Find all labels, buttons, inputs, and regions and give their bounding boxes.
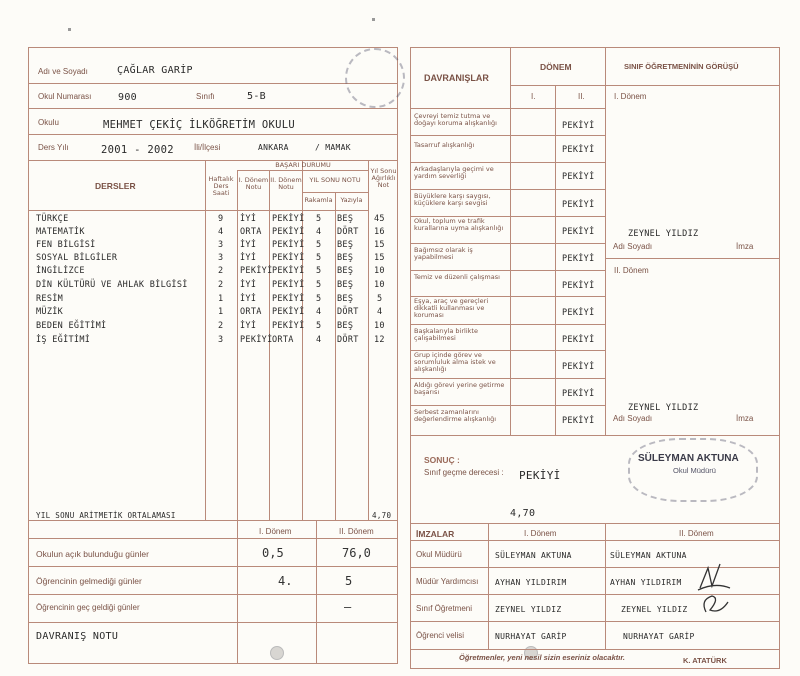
behavior-grade: PEKİYİ bbox=[562, 281, 595, 291]
course-word: BEŞ bbox=[337, 253, 354, 263]
behavior-label: Büyüklere karşı saygısı, küçüklere karşı sevgisi bbox=[414, 192, 491, 207]
signature-term2-header: II. Dönem bbox=[679, 529, 714, 538]
course-term1: İYİ bbox=[240, 321, 257, 331]
teacher-name-term2: ZEYNEL YILDIZ bbox=[628, 403, 699, 413]
course-name: İŞ EĞİTİMİ bbox=[36, 335, 91, 345]
course-name: TÜRKÇE bbox=[36, 214, 69, 224]
signature-role: Müdür Yardımcısı bbox=[416, 577, 479, 586]
course-term1: İYİ bbox=[240, 214, 257, 224]
course-term1: İYİ bbox=[240, 280, 257, 290]
signature-term2: ZEYNEL YILDIZ bbox=[621, 605, 688, 614]
course-hours: 1 bbox=[218, 307, 224, 317]
course-hours: 9 bbox=[218, 214, 224, 224]
signature-term2: SÜLEYMAN AKTUNA bbox=[610, 551, 687, 560]
course-hours: 2 bbox=[218, 266, 224, 276]
weekly-hours-header: Haftalık Ders Saati bbox=[208, 175, 234, 197]
name-label: Adı ve Soyadı bbox=[38, 67, 88, 76]
signature-term2: AYHAN YILDIRIM bbox=[610, 578, 682, 587]
course-credit: 10 bbox=[374, 280, 385, 290]
course-credit: 15 bbox=[374, 240, 385, 250]
behavior-grade: PEKİYİ bbox=[562, 308, 595, 318]
principal-stamp-name: SÜLEYMAN AKTUNA bbox=[638, 453, 739, 464]
behaviors-header: DAVRANIŞLAR bbox=[424, 73, 489, 83]
absent-days-term2: 5 bbox=[345, 574, 353, 588]
behavior-grade: PEKİYİ bbox=[562, 389, 595, 399]
signature-term1-header: I. Dönem bbox=[524, 529, 557, 538]
name-label-term2: Adı Soyadı bbox=[613, 414, 653, 423]
behavior-label: Grup içinde görev ve sorumluluk alma istek ve alışkanlığı bbox=[414, 351, 496, 373]
sign-label-term2: İmza bbox=[736, 414, 754, 423]
course-hours: 2 bbox=[218, 280, 224, 290]
opinion-term1: I. Dönem bbox=[614, 92, 647, 101]
footer-author: K. ATATÜRK bbox=[683, 656, 727, 665]
course-credit: 12 bbox=[374, 335, 385, 345]
left-page-border bbox=[28, 47, 398, 664]
course-word: BEŞ bbox=[337, 321, 354, 331]
course-word: DÖRT bbox=[337, 335, 359, 345]
open-days-label: Okulun açık bulunduğu günler bbox=[36, 549, 149, 559]
course-word: DÖRT bbox=[337, 227, 359, 237]
behavior-note-label: DAVRANIŞ NOTU bbox=[36, 631, 119, 642]
year-label: Ders Yılı bbox=[38, 143, 69, 152]
student-class: 5-B bbox=[247, 91, 266, 102]
course-name: SOSYAL BİLGİLER bbox=[36, 253, 118, 263]
term2-grade-header: II. Dönem Notu bbox=[270, 176, 302, 191]
signature-term1: SÜLEYMAN AKTUNA bbox=[495, 551, 572, 560]
course-term1: PEKİYİ bbox=[240, 266, 273, 276]
province-label: İli/İlçesi bbox=[194, 143, 221, 152]
course-credit: 4 bbox=[377, 307, 383, 317]
teacher-name-term1: ZEYNEL YILDIZ bbox=[628, 229, 699, 239]
course-num: 5 bbox=[316, 214, 322, 224]
course-hours: 2 bbox=[218, 321, 224, 331]
behavior-label: Serbest zamanlarını değerlendirme alışkanlığı bbox=[414, 408, 497, 423]
success-header: BAŞARI DURUMU bbox=[275, 161, 331, 169]
course-term2: PEKİYİ bbox=[272, 294, 305, 304]
open-days-term2: 76,0 bbox=[342, 546, 371, 560]
course-term2: PEKİYİ bbox=[272, 214, 305, 224]
course-name: BEDEN EĞİTİMİ bbox=[36, 321, 107, 331]
course-credit: 16 bbox=[374, 227, 385, 237]
behavior-grade: PEKİYİ bbox=[562, 254, 595, 264]
class-label: Sınıfı bbox=[196, 92, 215, 101]
behavior-label: Eşya, araç ve gereçleri dikkatli kullanması ve koruması bbox=[414, 297, 489, 319]
number-label: Okul Numarası bbox=[38, 92, 92, 101]
course-credit: 15 bbox=[374, 253, 385, 263]
course-credit: 10 bbox=[374, 321, 385, 331]
course-term1: PEKİYİ bbox=[240, 335, 273, 345]
behavior-grade: PEKİYİ bbox=[562, 227, 595, 237]
result-label: SONUÇ : bbox=[424, 455, 460, 465]
course-num: 5 bbox=[316, 280, 322, 290]
course-hours: 1 bbox=[218, 294, 224, 304]
word-header: Yazıyla bbox=[340, 196, 363, 204]
term-header: DÖNEM bbox=[540, 62, 572, 72]
course-num: 5 bbox=[316, 253, 322, 263]
behavior-grade: PEKİYİ bbox=[562, 335, 595, 345]
school-name: MEHMET ÇEKİÇ İLKÖĞRETİM OKULU bbox=[103, 119, 296, 131]
course-num: 5 bbox=[316, 240, 322, 250]
signatures-header: İMZALAR bbox=[416, 529, 455, 539]
average-label: YIL SONU ARİTMETİK ORTALAMASI bbox=[36, 511, 176, 520]
province: ANKARA bbox=[258, 143, 289, 152]
course-term2: PEKİYİ bbox=[272, 227, 305, 237]
late-days-label: Öğrencinin geç geldiği günler bbox=[36, 603, 140, 612]
course-word: BEŞ bbox=[337, 280, 354, 290]
behavior-label: Başkalarıyla birlikte çalışabilmesi bbox=[414, 327, 478, 342]
behavior-label: Çevreyi temiz tutma ve doğayı koruma alışkanlığı bbox=[414, 112, 497, 127]
signature-term1: NURHAYAT GARİP bbox=[495, 632, 567, 641]
course-num: 5 bbox=[316, 294, 322, 304]
course-hours: 4 bbox=[218, 227, 224, 237]
course-term2: PEKİYİ bbox=[272, 253, 305, 263]
course-term1: İYİ bbox=[240, 240, 257, 250]
course-name: İNGİLİZCE bbox=[36, 266, 85, 276]
digit-header: Rakamla bbox=[304, 196, 333, 204]
course-credit: 10 bbox=[374, 266, 385, 276]
student-name: ÇAĞLAR GARİP bbox=[117, 65, 193, 76]
behavior-label: Arkadaşlarıyla geçimi ve yardım severliği bbox=[414, 165, 494, 180]
behavior-label: Bağımsız olarak iş yapabilmesi bbox=[414, 246, 473, 261]
course-num: 5 bbox=[316, 266, 322, 276]
open-days-term1: 0,5 bbox=[262, 546, 284, 560]
behavior-term1: I. bbox=[531, 92, 536, 101]
course-num: 4 bbox=[316, 335, 322, 345]
course-num: 4 bbox=[316, 307, 322, 317]
result-average: 4,70 bbox=[510, 508, 536, 519]
course-name: MATEMATİK bbox=[36, 227, 85, 237]
course-term1: ORTA bbox=[240, 307, 262, 317]
average-value: 4,70 bbox=[372, 511, 392, 520]
course-name: MÜZİK bbox=[36, 307, 64, 317]
course-credit: 5 bbox=[377, 294, 383, 304]
behavior-grade: PEKİYİ bbox=[562, 362, 595, 372]
absent-days-label: Öğrencinin gelmediği günler bbox=[36, 576, 142, 586]
course-hours: 3 bbox=[218, 240, 224, 250]
year-end-header: YIL SONU NOTU bbox=[309, 176, 361, 184]
district: / MAMAK bbox=[315, 143, 351, 152]
signature-role: Öğrenci velisi bbox=[416, 631, 465, 640]
behavior-grade: PEKİYİ bbox=[562, 416, 595, 426]
principal-stamp-title: Okul Müdürü bbox=[673, 466, 716, 475]
signature-term2: NURHAYAT GARİP bbox=[623, 632, 695, 641]
course-term1: İYİ bbox=[240, 294, 257, 304]
behavior-term2: II. bbox=[578, 92, 585, 101]
course-credit: 45 bbox=[374, 214, 385, 224]
paper-speck bbox=[372, 18, 375, 21]
pass-degree-label: Sınıf geçme derecesi : bbox=[424, 468, 504, 477]
behavior-label: Okul, toplum ve trafik kurallarına uyma alışkanlığı bbox=[414, 217, 504, 232]
course-hours: 3 bbox=[218, 335, 224, 345]
signature-role: Okul Müdürü bbox=[416, 550, 462, 559]
paper-speck bbox=[68, 28, 71, 31]
opinion-term2: II. Dönem bbox=[614, 266, 649, 275]
course-word: BEŞ bbox=[337, 214, 354, 224]
course-name: DİN KÜLTÜRÜ VE AHLAK BİLGİSİ bbox=[36, 280, 188, 290]
behavior-label: Tasarruf alışkanlığı bbox=[414, 141, 475, 149]
attendance-term1-header: I. Dönem bbox=[259, 527, 292, 536]
signature-role: Sınıf Öğretmeni bbox=[416, 604, 473, 613]
course-word: BEŞ bbox=[337, 266, 354, 276]
course-term1: ORTA bbox=[240, 227, 262, 237]
signature-term1: AYHAN YILDIRIM bbox=[495, 578, 567, 587]
course-name: RESİM bbox=[36, 294, 64, 304]
sign-label-term1: İmza bbox=[736, 242, 754, 251]
name-label-term1: Adı Soyadı bbox=[613, 242, 653, 251]
handwritten-signature bbox=[690, 560, 735, 620]
footer-quote: Öğretmenler, yeni nesil sizin eseriniz olacaktır. bbox=[459, 653, 625, 662]
course-term2: PEKİYİ bbox=[272, 266, 305, 276]
course-word: BEŞ bbox=[337, 294, 354, 304]
course-term2: PEKİYİ bbox=[272, 240, 305, 250]
course-hours: 3 bbox=[218, 253, 224, 263]
course-word: DÖRT bbox=[337, 307, 359, 317]
course-term2: PEKİYİ bbox=[272, 280, 305, 290]
signature-term1: ZEYNEL YILDIZ bbox=[495, 605, 562, 614]
term1-grade-header: I. Dönem Notu bbox=[238, 176, 269, 191]
attendance-term2-header: II. Dönem bbox=[339, 527, 374, 536]
behavior-label: Temiz ve düzenli çalışması bbox=[414, 273, 500, 281]
school-year: 2001 - 2002 bbox=[101, 144, 174, 156]
school-label: Okulu bbox=[38, 118, 59, 127]
binding-hole bbox=[270, 646, 284, 660]
teacher-opinion-header: SINIF ÖĞRETMENİNİN GÖRÜŞÜ bbox=[624, 62, 739, 71]
late-days-term2: — bbox=[344, 600, 352, 614]
behavior-grade: PEKİYİ bbox=[562, 172, 595, 182]
course-word: BEŞ bbox=[337, 240, 354, 250]
course-term1: İYİ bbox=[240, 253, 257, 263]
behavior-label: Aldığı görevi yerine getirme başarısı bbox=[414, 381, 505, 396]
course-num: 4 bbox=[316, 227, 322, 237]
courses-header: DERSLER bbox=[95, 181, 136, 191]
behavior-grade: PEKİYİ bbox=[562, 121, 595, 131]
student-number: 900 bbox=[118, 92, 137, 103]
course-term2: PEKİYİ bbox=[272, 307, 305, 317]
official-seal bbox=[345, 48, 405, 108]
credit-header: Yıl Sonu Ağırlıklı Not bbox=[370, 167, 397, 189]
course-term2: ORTA bbox=[272, 335, 294, 345]
behavior-grade: PEKİYİ bbox=[562, 145, 595, 155]
course-term2: PEKİYİ bbox=[272, 321, 305, 331]
course-name: FEN BİLGİSİ bbox=[36, 240, 96, 250]
course-num: 5 bbox=[316, 321, 322, 331]
behavior-grade: PEKİYİ bbox=[562, 200, 595, 210]
absent-days-term1: 4. bbox=[278, 574, 293, 588]
pass-degree-value: PEKİYİ bbox=[519, 469, 561, 482]
